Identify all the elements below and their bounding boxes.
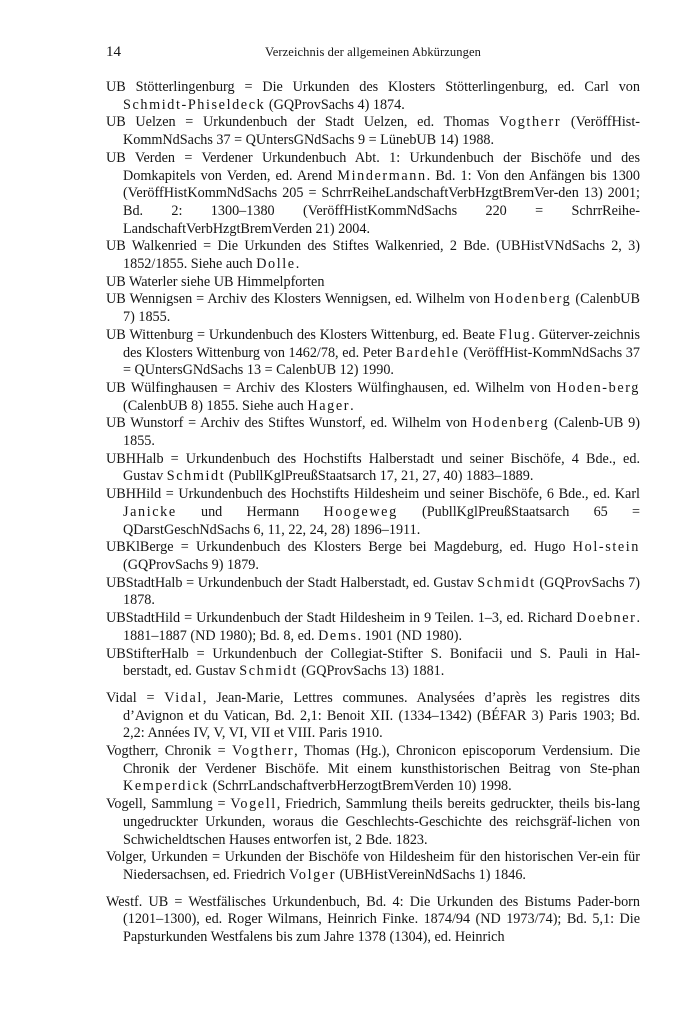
spaced-name: Dolle [256, 256, 296, 273]
entry-text: UBKlBerge = Urkundenbuch des Klosters Berge bei Magdeburg, ed. Hugo [106, 539, 573, 556]
entry-text: (PubllKglPreußStaatsarch 17, 21, 27, 40) 1883–1889. [225, 468, 534, 485]
spaced-name: Kemperdick [123, 778, 210, 795]
spaced-name: Schmidt [239, 663, 298, 680]
entry-text: (Calenb-UB 9) 1855. [123, 415, 640, 450]
abbreviation-entry [106, 539, 640, 574]
entry-text: UB Waterler siehe UB Himmelpforten [106, 273, 325, 290]
entry-text: Vogell, Sammlung = [106, 796, 231, 813]
entry-text: (VeröffHist-KommNdSachs 37 = QUntersGNdSachs 9 = LünebUB 14) 1988. [123, 114, 640, 149]
abbreviation-entry [106, 79, 640, 114]
abbreviation-entry [106, 575, 640, 610]
entry-text: (GQProvSachs 13) 1881. [297, 663, 445, 680]
entry-text: (VeröffHist-KommNdSachs 37 = QUntersGNdSachs 13 = CalenbUB 12) 1990. [123, 344, 640, 379]
entry-text: UBStifterHalb = Urkundenbuch der Collegiat-Stifter S. Bonifacii und S. Pauli in Hal-berstadt, ed. Gustav [106, 645, 640, 680]
page-header [106, 44, 640, 64]
spaced-name: Bardehle [395, 344, 460, 361]
abbreviation-entry [106, 238, 640, 273]
entry-text: UB Stötterlingenburg = Die Urkunden des Klosters Stötterlingenburg, ed. Carl von [106, 79, 640, 95]
section-gap [106, 885, 640, 894]
abbreviation-entry [106, 114, 640, 149]
spaced-name: Schmidt [166, 468, 226, 485]
entry-text: . Güterver-zeichnis des Klosters Wittenburg von 1462/78, ed. Peter [123, 326, 640, 361]
entry-text: . Bd. 1: Von den Anfängen bis 1300 (VeröffHistKommNdSachs 205 = SchrrReiheLandschaftVerbHzgtBremVer-den 13) 2001; Bd. 2: 1300–1380 (VeröffHistKommNdSachs 220 = SchrrReihe-LandschaftVerbHzgtBremVerden 21) 2004. [123, 167, 640, 237]
abbreviation-entry [106, 291, 640, 326]
entry-text: Vidal = [106, 689, 165, 706]
spaced-name: Vidal [164, 689, 203, 706]
entry-text: Volger, Urkunden = Urkunden der Bischöfe von Hildesheim für den historischen Ver-ein für Niedersachsen, ed. Friedrich [106, 849, 640, 883]
abbreviation-entry [106, 894, 640, 947]
page-number: 14 [106, 44, 121, 60]
entry-text: UB Walkenried = Die Urkunden des Stiftes Walkenried, 2 Bde. (UBHistVNdSachs 2, 3) 1852/1855. Siehe auch [106, 238, 640, 273]
entry-text: UB Wittenburg = Urkundenbuch des Klosters Wittenburg, ed. Beate [106, 326, 499, 343]
entry-text: UB Wennigsen = Archiv des Klosters Wennigsen, ed. Wilhelm von [106, 291, 495, 308]
entry-text: (SchrrLandschaftverbHerzogtBremVerden 10) 1998. [209, 778, 512, 795]
abbreviation-entry [106, 849, 640, 884]
entry-text: UBHHalb = Urkundenbuch des Hochstifts Halberstadt und seiner Bischöfe, 4 Bde., ed. Gustav [106, 450, 640, 485]
spaced-name: Hol-stein [572, 539, 640, 556]
abbreviation-entry [106, 486, 640, 539]
abbreviation-entry [106, 690, 640, 743]
spaced-name: Janicke [123, 503, 177, 520]
entry-text: UBStadtHalb = Urkundenbuch der Stadt Halberstadt, ed. Gustav [106, 574, 478, 591]
entry-text: (GQProvSachs 7) 1878. [123, 574, 641, 609]
entry-text: . [350, 397, 354, 414]
entry-text: UB Uelzen = Urkundenbuch der Stadt Uelzen, ed. Thomas [106, 114, 499, 131]
entry-text: UB Wülfinghausen = Archiv des Klosters Wülfinghausen, ed. Wilhelm von [106, 379, 557, 396]
entry-text: Westf. UB = Westfälisches Urkundenbuch, Bd. 4: Die Urkunden des Bistums Pader-born (1201–1300), ed. Roger Wilmans, Heinrich Finke. 1874/94 (ND 1973/74); Bd. 5,1: Die Papsturkunden Westfalens bis zum Jahre 1378 (1304), ed. Heinrich [106, 893, 640, 946]
entry-text: . 1901 (ND 1980). [357, 627, 463, 644]
entry-text: . 1881–1887 (ND 1980); Bd. 8, ed. [123, 610, 640, 644]
entry-text: UBHHild = Urkundenbuch des Hochstifts Hildesheim und seiner Bischöfe, 6 Bde., ed. Karl [106, 486, 640, 503]
entry-text: , Thomas (Hg.), Chronicon episcoporum Verdensium. Die Chronik der Verdener Bischöfe. Mit einem kunsthistorischen Beitrag von Ste-phan [123, 743, 640, 777]
entry-text: (PubllKglPreußStaatsarch 65 = QDarstGeschNdSachs 6, 11, 22, 24, 28) 1896–1911. [123, 503, 640, 538]
entry-text: , Friedrich, Sammlung theils bereits gedruckter, theils bis-lang ungedruckter Urkunden, woraus die Geschlechts-Geschichte des reichsgräf-lichen von Schwicheldtschen Hauses entworfen ist, 2 Bde. 1823. [123, 796, 640, 848]
entry-text: (CalenbUB 7) 1855. [123, 291, 640, 326]
abbreviation-entry [106, 610, 640, 645]
spaced-name: Mindermann [337, 167, 427, 184]
entry-text: UBStadtHild = Urkundenbuch der Stadt Hildesheim in 9 Teilen. 1–3, ed. Richard [106, 610, 577, 627]
spaced-name: Hoogeweg [323, 503, 398, 520]
spaced-name: Volger [288, 866, 337, 883]
entry-text: (UBHistVereinNdSachs 1) 1846. [336, 866, 526, 883]
entry-text: , Jean-Marie, Lettres communes. Analysées d’après les registres dits d’Avignon et du Vatican, Bd. 2,1: Benoit XII. (1334–1342) (BÉFAR 3) Paris 1903; Bd. 2,2: Années IV, V, VI, VII et VIII. Paris 1910. [123, 689, 640, 742]
abbreviation-entry [106, 743, 640, 796]
spaced-name: Flug [498, 326, 532, 343]
abbreviation-list [106, 79, 640, 947]
spaced-name: Vogell [230, 796, 277, 813]
abbreviation-entry [106, 796, 640, 849]
abbreviation-entry [106, 274, 640, 292]
running-head: Verzeichnis der allgemeinen Abkürzungen [265, 45, 481, 59]
entry-text: Vogtherr, Chronik = [106, 743, 232, 760]
entry-text: und Hermann [176, 503, 324, 520]
spaced-name: Hodenberg [471, 415, 550, 432]
abbreviation-entry [106, 380, 640, 415]
entry-text: (GQProvSachs 4) 1874. [265, 96, 405, 113]
spaced-name: Doebner [576, 610, 637, 627]
spaced-name: Vogtherr [499, 114, 562, 131]
spaced-name: Vogtherr [231, 743, 295, 760]
abbreviation-entry [106, 327, 640, 380]
abbreviation-entry [106, 150, 640, 239]
abbreviation-entry [106, 451, 640, 486]
entry-text: . [295, 256, 300, 273]
spaced-name: Hoden-berg [556, 379, 640, 396]
section-gap [106, 681, 640, 690]
spaced-name: Schmidt-Phiseldeck [123, 96, 266, 113]
entry-text: UB Wunstorf = Archiv des Stiftes Wunstorf, ed. Wilhelm von [106, 415, 472, 432]
abbreviation-entry [106, 646, 640, 681]
spaced-name: Dems [318, 627, 358, 644]
spaced-name: Hodenberg [494, 291, 572, 308]
spaced-name: Hager [307, 397, 351, 414]
entry-text: UB Verden = Verdener Urkundenbuch Abt. 1: Urkundenbuch der Bischöfe und des Domkapitels von Verden, ed. Arend [106, 149, 640, 184]
spaced-name: Schmidt [477, 574, 536, 591]
entry-text: (GQProvSachs 9) 1879. [123, 556, 259, 573]
entry-text: (CalenbUB 8) 1855. Siehe auch [123, 397, 308, 414]
abbreviation-entry [106, 415, 640, 450]
